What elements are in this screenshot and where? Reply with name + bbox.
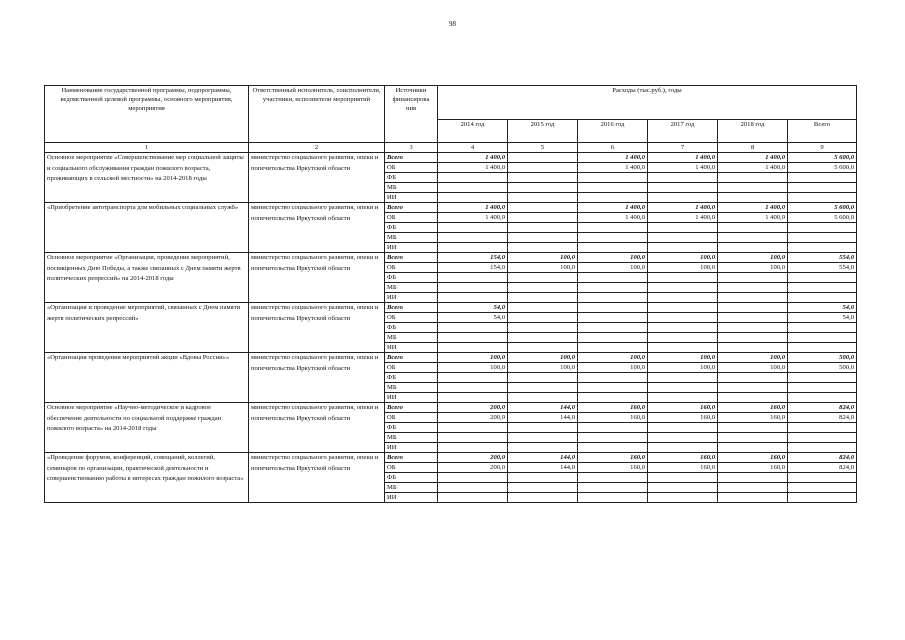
expense-cell: 54,0 <box>438 313 508 323</box>
expense-cell: 1 400,0 <box>578 153 648 163</box>
funding-source: ФБ <box>385 223 438 233</box>
column-number: 4 <box>438 143 508 153</box>
expense-cell: 1 400,0 <box>438 163 508 173</box>
funding-source: ФБ <box>385 423 438 433</box>
funding-source: ОБ <box>385 213 438 223</box>
activity-name: Основное мероприятие «Научно-методическое и кадровое обеспечение деятельности по социальной поддержке граждан пожилого возраста» на 2014-2018 годы <box>45 403 249 453</box>
expense-cell <box>508 483 578 493</box>
expense-cell <box>648 283 718 293</box>
column-number: 5 <box>508 143 578 153</box>
expense-cell <box>578 303 648 313</box>
expense-cell <box>718 183 788 193</box>
header-expenses: Расходы (тыс.руб.), годы <box>438 86 857 120</box>
table-row <box>45 253 857 263</box>
funding-source: ФБ <box>385 323 438 333</box>
funding-source: ИИ <box>385 293 438 303</box>
table-row <box>45 153 857 163</box>
expense-cell <box>788 373 857 383</box>
expense-cell <box>718 423 788 433</box>
expense-cell <box>438 233 508 243</box>
header-source: Источники финансирова ния <box>385 86 438 143</box>
funding-source: МБ <box>385 433 438 443</box>
responsible-executor: министерство социального развития, опеки и попечительства Иркутской области <box>249 403 385 453</box>
expense-cell <box>648 223 718 233</box>
expense-cell <box>578 473 648 483</box>
expense-cell <box>718 223 788 233</box>
funding-source: ФБ <box>385 173 438 183</box>
expense-cell: 100,0 <box>438 363 508 373</box>
expense-cell: 100,0 <box>648 263 718 273</box>
funding-source: ИИ <box>385 193 438 203</box>
expense-cell <box>438 423 508 433</box>
expense-cell <box>508 383 578 393</box>
expense-cell: 1 400,0 <box>578 213 648 223</box>
funding-source: ОБ <box>385 363 438 373</box>
expense-cell <box>788 433 857 443</box>
expense-cell <box>438 333 508 343</box>
expense-cell <box>718 343 788 353</box>
funding-source: Всего <box>385 153 438 163</box>
expense-cell <box>788 393 857 403</box>
expense-cell <box>578 283 648 293</box>
expense-cell <box>508 153 578 163</box>
expense-cell: 100,0 <box>718 253 788 263</box>
responsible-executor: министерство социального развития, опеки и попечительства Иркутской области <box>249 453 385 503</box>
expense-cell: 100,0 <box>578 353 648 363</box>
expense-cell <box>508 303 578 313</box>
expense-cell: 1 400,0 <box>578 203 648 213</box>
expense-cell <box>578 293 648 303</box>
expense-cell <box>718 313 788 323</box>
expense-cell <box>578 383 648 393</box>
expense-cell <box>648 493 718 503</box>
expense-cell <box>578 313 648 323</box>
expense-cell <box>788 273 857 283</box>
expense-cell: 200,0 <box>438 413 508 423</box>
expense-cell <box>438 383 508 393</box>
expense-cell <box>438 183 508 193</box>
expense-cell <box>508 333 578 343</box>
expense-cell: 160,0 <box>648 463 718 473</box>
expense-cell: 100,0 <box>648 363 718 373</box>
expense-cell: 100,0 <box>508 263 578 273</box>
expense-cell <box>508 173 578 183</box>
expense-cell <box>648 193 718 203</box>
expense-cell <box>648 433 718 443</box>
expense-cell: 160,0 <box>578 453 648 463</box>
expense-cell: 160,0 <box>578 403 648 413</box>
expense-cell: 160,0 <box>648 453 718 463</box>
expense-cell <box>438 393 508 403</box>
expense-cell <box>788 423 857 433</box>
expense-cell <box>578 273 648 283</box>
expense-cell <box>438 173 508 183</box>
expense-cell <box>508 473 578 483</box>
responsible-executor: министерство социального развития, опеки и попечительства Иркутской области <box>249 153 385 203</box>
expense-cell <box>718 243 788 253</box>
funding-source: ОБ <box>385 263 438 273</box>
expense-cell: 160,0 <box>648 403 718 413</box>
expense-cell <box>648 373 718 383</box>
expense-cell <box>788 293 857 303</box>
expense-cell <box>648 323 718 333</box>
expense-cell: 160,0 <box>718 453 788 463</box>
expense-cell <box>438 283 508 293</box>
expense-cell <box>508 223 578 233</box>
expense-cell: 5 600,0 <box>788 203 857 213</box>
expense-cell: 160,0 <box>718 403 788 413</box>
expenses-table <box>44 85 857 503</box>
activity-name: Основное мероприятие «Организация, проведение мероприятий, посвященных Дню Победы, а также связанных с Днем памяти жертв политических репрессий» на 2014-2018 годы <box>45 253 249 303</box>
expense-cell <box>508 343 578 353</box>
responsible-executor: министерство социального развития, опеки и попечительства Иркутской области <box>249 353 385 403</box>
expense-cell <box>648 313 718 323</box>
expense-cell <box>718 303 788 313</box>
funding-source: МБ <box>385 183 438 193</box>
expense-cell <box>718 333 788 343</box>
expense-cell: 5 600,0 <box>788 163 857 173</box>
expense-cell <box>788 223 857 233</box>
expense-cell <box>718 233 788 243</box>
expense-cell: 554,0 <box>788 263 857 273</box>
expense-cell <box>648 303 718 313</box>
expense-cell <box>718 283 788 293</box>
expense-cell <box>578 233 648 243</box>
expense-cell: 160,0 <box>718 463 788 473</box>
expense-cell <box>648 483 718 493</box>
expense-cell: 554,0 <box>788 253 857 263</box>
expense-cell: 824,0 <box>788 453 857 463</box>
expense-cell: 824,0 <box>788 463 857 473</box>
expense-cell <box>578 393 648 403</box>
expense-cell <box>648 233 718 243</box>
expense-cell: 160,0 <box>578 413 648 423</box>
expense-cell <box>438 243 508 253</box>
expense-cell <box>718 443 788 453</box>
expense-cell <box>578 173 648 183</box>
funding-source: ФБ <box>385 273 438 283</box>
funding-source: ИИ <box>385 493 438 503</box>
expense-cell: 500,0 <box>788 363 857 373</box>
expense-cell <box>508 213 578 223</box>
expense-cell: 154,0 <box>438 253 508 263</box>
expense-cell <box>508 493 578 503</box>
expense-cell <box>648 293 718 303</box>
expense-cell <box>438 343 508 353</box>
expense-cell <box>648 343 718 353</box>
expense-cell <box>718 323 788 333</box>
expense-cell <box>788 243 857 253</box>
expense-cell: 500,0 <box>788 353 857 363</box>
expense-cell <box>788 473 857 483</box>
expense-cell: 100,0 <box>508 253 578 263</box>
expense-cell: 1 400,0 <box>718 213 788 223</box>
funding-source: Всего <box>385 253 438 263</box>
activity-name: «Организация и проведение мероприятий, связанных с Днем памяти жертв политических репрессий» <box>45 303 249 353</box>
expense-cell <box>578 333 648 343</box>
expense-cell: 1 400,0 <box>578 163 648 173</box>
expense-cell <box>648 473 718 483</box>
expense-cell: 1 400,0 <box>438 203 508 213</box>
expense-cell <box>438 323 508 333</box>
expense-cell: 100,0 <box>508 353 578 363</box>
expense-cell: 100,0 <box>648 353 718 363</box>
expense-cell: 200,0 <box>438 403 508 413</box>
expense-cell <box>648 423 718 433</box>
column-number: 8 <box>718 143 788 153</box>
table-row <box>45 203 857 213</box>
expense-cell: 1 400,0 <box>648 213 718 223</box>
expense-cell <box>438 223 508 233</box>
expense-cell <box>788 383 857 393</box>
table-row <box>45 403 857 413</box>
funding-source: ОБ <box>385 413 438 423</box>
activity-name: Основное мероприятие «Совершенствование мер социальной защиты и социального обслуживания граждан пожилого возраста, проживающих в сельской местности» на 2014-2018 годы <box>45 153 249 203</box>
column-numbers-row <box>45 143 857 153</box>
expense-cell: 100,0 <box>718 263 788 273</box>
expense-cell: 100,0 <box>648 253 718 263</box>
column-number: 7 <box>648 143 718 153</box>
expense-cell: 144,0 <box>508 463 578 473</box>
expense-cell <box>508 233 578 243</box>
expense-cell <box>438 273 508 283</box>
funding-source: ФБ <box>385 373 438 383</box>
expense-cell <box>508 203 578 213</box>
expense-cell: 144,0 <box>508 403 578 413</box>
expense-cell: 1 400,0 <box>718 163 788 173</box>
column-number: 6 <box>578 143 648 153</box>
expense-cell: 100,0 <box>508 363 578 373</box>
expense-cell: 100,0 <box>578 363 648 373</box>
header-year: 2018 год <box>718 120 788 143</box>
expense-cell: 160,0 <box>718 413 788 423</box>
funding-source: ФБ <box>385 473 438 483</box>
funding-source: Всего <box>385 353 438 363</box>
funding-source: Всего <box>385 453 438 463</box>
funding-source: ИИ <box>385 243 438 253</box>
responsible-executor: министерство социального развития, опеки и попечительства Иркутской области <box>249 203 385 253</box>
expense-cell <box>438 373 508 383</box>
expense-cell <box>788 323 857 333</box>
header-name: Наименование государственной программы, подпрограммы, ведомственной целевой программы, основного мероприятия, мероприятия <box>45 86 249 143</box>
expense-cell <box>508 293 578 303</box>
expense-cell <box>648 443 718 453</box>
expense-cell <box>508 323 578 333</box>
header-year: Всего <box>788 120 857 143</box>
expense-cell: 1 400,0 <box>648 153 718 163</box>
expense-cell <box>788 193 857 203</box>
expense-cell <box>718 273 788 283</box>
expense-cell <box>648 383 718 393</box>
expense-cell <box>578 243 648 253</box>
expense-cell: 200,0 <box>438 463 508 473</box>
expense-cell <box>788 173 857 183</box>
expense-cell <box>718 393 788 403</box>
responsible-executor: министерство социального развития, опеки и попечительства Иркутской области <box>249 303 385 353</box>
header-year: 2016 год <box>578 120 648 143</box>
expense-cell <box>508 373 578 383</box>
expense-cell <box>438 433 508 443</box>
expense-cell <box>718 483 788 493</box>
expense-cell: 160,0 <box>578 463 648 473</box>
expense-cell: 144,0 <box>508 453 578 463</box>
expense-cell <box>578 433 648 443</box>
expense-cell <box>578 443 648 453</box>
expense-cell <box>578 193 648 203</box>
expense-cell <box>578 423 648 433</box>
expense-cell <box>788 443 857 453</box>
table-row <box>45 353 857 363</box>
expense-cell <box>438 493 508 503</box>
expense-cell <box>578 483 648 493</box>
expense-cell <box>578 223 648 233</box>
expense-cell: 1 400,0 <box>718 203 788 213</box>
funding-source: ИИ <box>385 343 438 353</box>
expense-cell: 144,0 <box>508 413 578 423</box>
expense-cell <box>508 193 578 203</box>
expense-cell <box>648 173 718 183</box>
expense-cell <box>718 173 788 183</box>
expense-cell: 100,0 <box>578 253 648 263</box>
funding-source: ИИ <box>385 393 438 403</box>
expense-cell: 5 600,0 <box>788 153 857 163</box>
expense-cell: 54,0 <box>788 303 857 313</box>
expense-cell <box>578 493 648 503</box>
expense-cell <box>438 473 508 483</box>
header-year: 2015 год <box>508 120 578 143</box>
expense-cell <box>718 473 788 483</box>
column-number: 1 <box>45 143 249 153</box>
table-row <box>45 303 857 313</box>
funding-source: ОБ <box>385 163 438 173</box>
expense-cell <box>648 183 718 193</box>
header-year: 2014 год <box>438 120 508 143</box>
funding-source: ИИ <box>385 443 438 453</box>
expense-cell: 5 600,0 <box>788 213 857 223</box>
expense-cell: 1 400,0 <box>718 153 788 163</box>
expense-cell <box>788 283 857 293</box>
expense-cell <box>648 273 718 283</box>
expense-cell <box>438 443 508 453</box>
expense-cell: 54,0 <box>788 313 857 323</box>
expense-cell <box>508 443 578 453</box>
expense-cell <box>508 273 578 283</box>
table-body <box>45 153 857 503</box>
expense-cell <box>508 423 578 433</box>
expense-cell: 154,0 <box>438 263 508 273</box>
expense-cell <box>508 283 578 293</box>
expense-cell <box>578 373 648 383</box>
expense-cell: 100,0 <box>438 353 508 363</box>
expense-cell <box>718 193 788 203</box>
expense-cell <box>788 343 857 353</box>
expense-cell <box>648 243 718 253</box>
expense-cell: 100,0 <box>718 353 788 363</box>
activity-name: «Организация проведения мероприятий акции «Вдовы России»» <box>45 353 249 403</box>
funding-source: МБ <box>385 383 438 393</box>
responsible-executor: министерство социального развития, опеки и попечительства Иркутской области <box>249 253 385 303</box>
expense-cell: 160,0 <box>648 413 718 423</box>
expense-cell <box>718 383 788 393</box>
activity-name: «Проведение форумов, конференций, совещаний, коллегий, семинаров по организации, практической деятельности и совершенствованию работы в интересах граждан пожилого возраста» <box>45 453 249 503</box>
expense-cell <box>508 243 578 253</box>
expense-cell <box>718 433 788 443</box>
expense-cell: 1 400,0 <box>438 153 508 163</box>
expense-cell <box>718 293 788 303</box>
column-number: 9 <box>788 143 857 153</box>
expense-cell <box>578 343 648 353</box>
expense-cell <box>508 183 578 193</box>
expense-cell <box>788 233 857 243</box>
expense-cell <box>788 183 857 193</box>
expense-cell <box>648 333 718 343</box>
expense-cell <box>508 163 578 173</box>
expense-cell <box>788 333 857 343</box>
expense-cell <box>578 323 648 333</box>
funding-source: ОБ <box>385 313 438 323</box>
expense-cell: 54,0 <box>438 303 508 313</box>
expense-cell <box>788 483 857 493</box>
expense-cell <box>718 493 788 503</box>
expense-cell <box>508 393 578 403</box>
header-year: 2017 год <box>648 120 718 143</box>
funding-source: Всего <box>385 403 438 413</box>
funding-source: МБ <box>385 283 438 293</box>
column-number: 2 <box>249 143 385 153</box>
expense-cell: 200,0 <box>438 453 508 463</box>
expense-cell <box>438 193 508 203</box>
expense-cell <box>578 183 648 193</box>
expense-cell <box>718 373 788 383</box>
expense-cell <box>788 493 857 503</box>
column-number: 3 <box>385 143 438 153</box>
table-row <box>45 453 857 463</box>
header-executor: Ответственный исполнитель, соисполнители, участники, исполнители мероприятий <box>249 86 385 143</box>
funding-source: ОБ <box>385 463 438 473</box>
expense-cell: 824,0 <box>788 413 857 423</box>
expense-cell: 1 400,0 <box>648 203 718 213</box>
expense-cell: 100,0 <box>578 263 648 273</box>
expense-cell <box>508 433 578 443</box>
expense-cell <box>508 313 578 323</box>
funding-source: МБ <box>385 483 438 493</box>
expense-cell <box>438 483 508 493</box>
funding-source: Всего <box>385 203 438 213</box>
expense-cell: 824,0 <box>788 403 857 413</box>
page-number: 98 <box>449 20 456 28</box>
funding-source: МБ <box>385 333 438 343</box>
expense-cell <box>648 393 718 403</box>
funding-source: Всего <box>385 303 438 313</box>
expense-cell: 100,0 <box>718 363 788 373</box>
activity-name: «Приобретение автотранспорта для мобильных социальных служб» <box>45 203 249 253</box>
expense-cell <box>438 293 508 303</box>
expense-cell: 1 400,0 <box>648 163 718 173</box>
expense-cell: 1 400,0 <box>438 213 508 223</box>
funding-source: МБ <box>385 233 438 243</box>
